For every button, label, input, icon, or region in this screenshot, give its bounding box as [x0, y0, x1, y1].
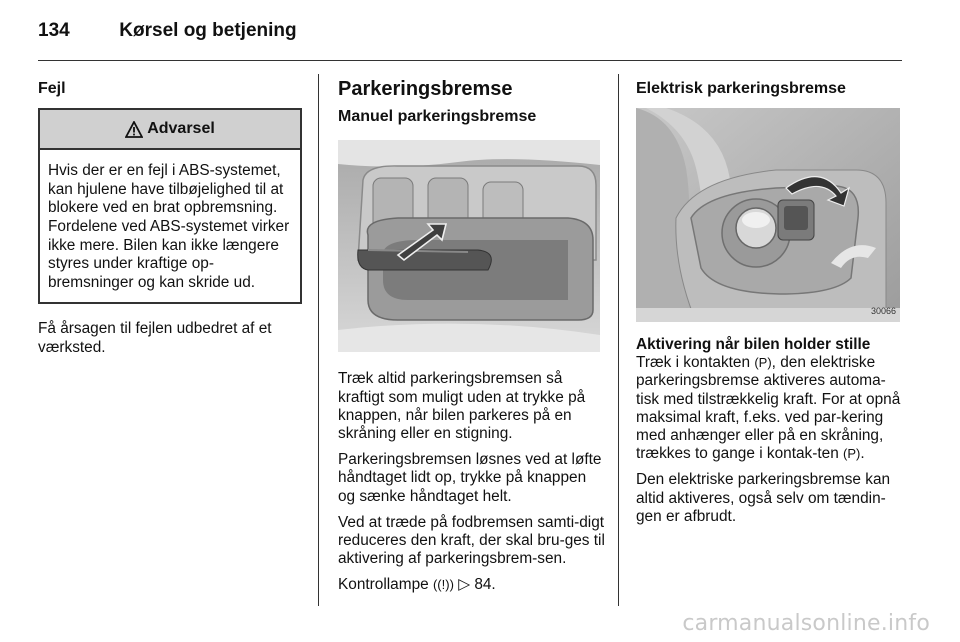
switch-icon: (P)	[754, 355, 772, 371]
warning-text: Hvis der er en fejl i ABS-systemet, kan hjulene have tilbøjelighed til at blokere ved en brat opbremsning. Fordelene ved ABS-systemet virker ikke mere. Bilen kan ikke længere styres under kraftige op-bremsninger og kan skride ud.	[48, 162, 290, 291]
chapter-title: Kørsel og betjening	[119, 20, 297, 41]
section-heading-parkeringsbremse: Parkeringsbremse	[338, 78, 513, 100]
lamp-text: Kontrollampe	[338, 576, 429, 594]
right-column	[636, 80, 902, 534]
paragraph-3: Ved at træde på fodbremsen samti-digt reduceres den kraft, der skal bru-ges til aktivering af parkeringsbrem-sen.	[338, 513, 605, 568]
image-code: 30066	[870, 306, 896, 316]
subheading-aktivering: Aktivering når bilen holder stille	[636, 336, 871, 354]
fejl-paragraph: Få årsagen til fejlen udbedret af et værksted.	[38, 320, 272, 356]
activation-paragraph	[636, 354, 902, 463]
watermark: carmanualsonline.info	[682, 611, 930, 636]
section-heading-elektrisk: Elektrisk parkeringsbremse	[636, 80, 846, 97]
page-number: 134	[38, 20, 70, 41]
activation-text-start: Træk i kontakten	[636, 354, 751, 372]
warning-header	[40, 110, 300, 150]
header-divider	[38, 60, 902, 61]
column-divider-1	[318, 74, 319, 606]
warning-title: Advarsel	[147, 120, 215, 138]
left-column	[38, 80, 306, 365]
brake-lamp-icon: ((!))	[432, 577, 454, 593]
paragraph-lamp	[338, 576, 606, 594]
lamp-page-ref: 84.	[474, 576, 496, 594]
paragraph-1: Træk altid parkeringsbremsen så kraftigt som muligt uden at trykke på knappen, når bilen parkeres på en skråning eller en stigning.	[338, 370, 586, 443]
activation-text-end: .	[860, 445, 865, 463]
subheading-manuel: Manuel parkeringsbremse	[338, 108, 537, 126]
middle-column	[338, 80, 606, 603]
electric-parking-brake-image	[636, 108, 900, 322]
activation-paragraph-2: Den elektriske parkeringsbremse kan altid aktiveres, også selv om tændin-gen er afbrudt.	[636, 471, 891, 525]
paragraph-2: Parkeringsbremsen løsnes ved at løfte håndtaget lidt op, trykke på knappen og sænke håndtaget helt.	[338, 451, 602, 505]
section-heading-fejl: Fejl	[38, 80, 66, 97]
switch-icon-2: (P)	[843, 446, 861, 462]
warning-box	[38, 108, 302, 304]
page-header	[38, 20, 297, 44]
warning-triangle-icon	[125, 121, 143, 138]
column-divider-2	[618, 74, 619, 606]
manual-parking-brake-image	[338, 140, 600, 352]
activation-text-middle: , den elektriske parkeringsbremse aktiveres automa-tisk med tilstrækkelig kraft. For at opnå maksimal kraft, f.eks. ved par-kering med anhænger eller på en skråning, trækkes to gange i kontak-ten	[636, 354, 901, 463]
reference-arrow-icon: ▷	[458, 576, 471, 594]
